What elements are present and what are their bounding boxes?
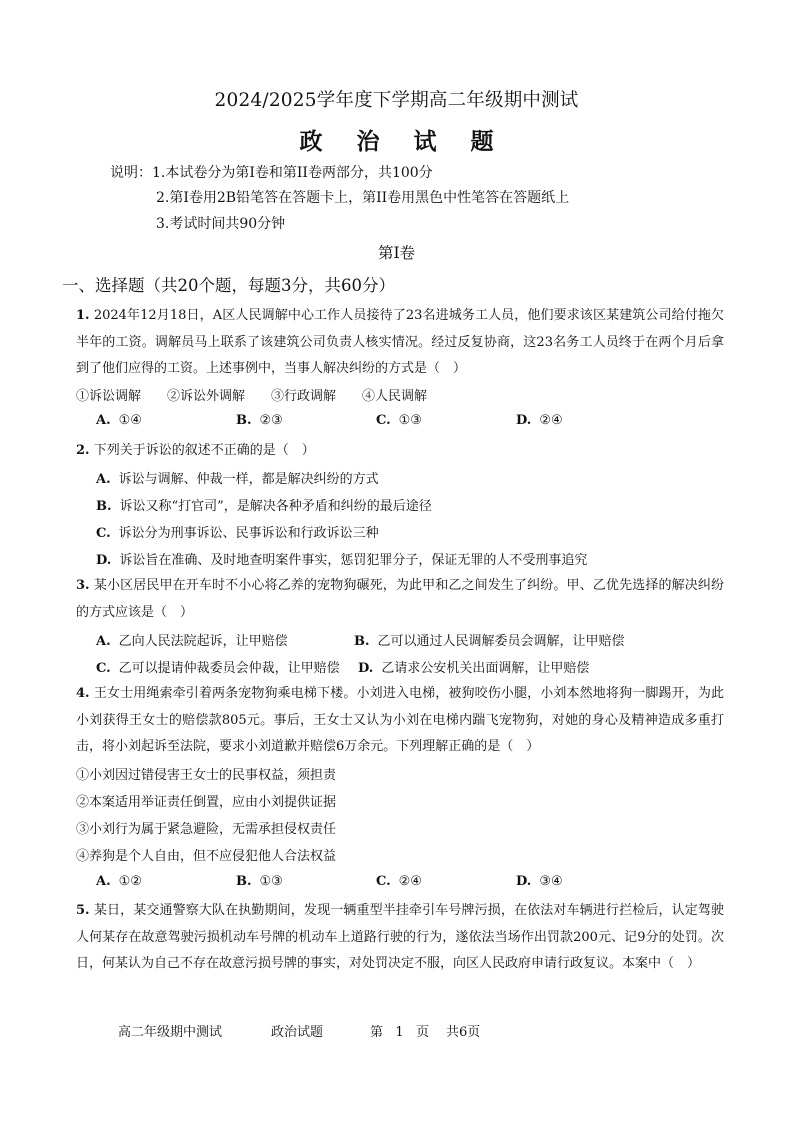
options-row (96, 413, 656, 428)
option-b[interactable]: B. 乙可以通过人民调解委员会调解，让甲赔偿 (354, 634, 625, 649)
note-item: 1.本试卷分为第Ⅰ卷和第II卷两部分，共100分 (152, 165, 433, 181)
option-a[interactable]: A. ①④ (96, 413, 142, 428)
footer-subject: 政治试题 (271, 1025, 324, 1040)
question-number: 3. (76, 578, 90, 593)
option-d[interactable]: D. 乙请求公安机关出面调解，让甲赔偿 (358, 661, 590, 676)
question-1 (76, 303, 724, 383)
question-4 (76, 681, 724, 761)
option-c[interactable]: C. ①③ (376, 413, 422, 428)
option-c[interactable]: C. 诉讼分为刑事诉讼、民事诉讼和行政诉讼三种 (96, 526, 379, 541)
option-b[interactable]: B. ①③ (236, 874, 283, 889)
option-c[interactable]: C. ②④ (376, 874, 422, 889)
note-item: 3.考试时间共90分钟 (156, 216, 286, 232)
subject-title: 政治试题 (299, 128, 528, 155)
question-stem: 某小区居民甲在开车时不小心将乙养的宠物狗碾死，为此甲和乙之间发生了纠纷。甲、乙优先选择的解决纠纷的方式应该是（ ） (76, 578, 724, 620)
volume-heading: 第Ⅰ卷 (377, 244, 416, 262)
option-d[interactable]: D. ③④ (516, 874, 563, 889)
question-item: ④养狗是个人自由，但不应侵犯他人合法权益 (76, 849, 337, 864)
question-2 (76, 438, 724, 465)
options-row (96, 874, 656, 889)
notes-label: 说明： (110, 165, 152, 181)
option-d[interactable]: D. 诉讼旨在准确、及时地查明案件事实，惩罚犯罪分子，保证无罪的人不受刑事追究 (96, 553, 588, 568)
note-item: 2.第Ⅰ卷用2B铅笔答在答题卡上，第II卷用黑色中性笔答在答题纸上 (156, 190, 570, 206)
footer-total: 共6页 (446, 1025, 481, 1040)
question-number: 5. (76, 903, 90, 918)
option-a[interactable]: A. 乙向人民法院起诉，让甲赔偿 (96, 634, 288, 649)
question-number: 4. (76, 686, 90, 701)
footer-grade: 高二年级期中测试 (118, 1025, 223, 1040)
question-number: 1. (76, 308, 90, 323)
option-d[interactable]: D. ②④ (516, 413, 563, 428)
question-item: ②本案适用举证责任倒置，应由小刘提供证据 (76, 795, 337, 810)
section-heading: 一、选择题（共20个题，每题3分，共60分） (62, 276, 395, 295)
question-items: ①诉讼调解 ②诉讼外调解 ③行政调解 ④人民调解 (76, 389, 428, 404)
question-stem: 下列关于诉讼的叙述不正确的是（ ） (93, 443, 315, 458)
option-a[interactable]: A. 诉讼与调解、仲裁一样，都是解决纠纷的方式 (96, 472, 379, 487)
page-title: 2024/2025学年度下学期高二年级期中测试 (214, 90, 579, 111)
question-stem: 王女士用绳索牵引着两条宠物狗乘电梯下楼。小刘进入电梯，被狗咬伤小腿，小刘本然地将狗一脚踢开，为此小刘获得王女士的赔偿款805元。事后，王女士又认为小刘在电梯内踹飞宠物狗，对她的身心及精神造成多重打击，将小刘起诉至法院，要求小刘道歉并赔偿6万余元。下列理解正确的是（ ） (76, 686, 724, 755)
footer-page: 第 1 页 (370, 1025, 430, 1040)
question-item: ①小刘因过错侵害王女士的民事权益，须担责 (76, 768, 337, 783)
option-b[interactable]: B. 诉讼又称“打官司”，是解决各种矛盾和纠纷的最后途径 (96, 499, 432, 514)
question-5 (76, 898, 724, 978)
question-number: 2. (76, 443, 90, 458)
question-stem: 某日，某交通警察大队在执勤期间，发现一辆重型半挂牵引车号牌污损，在依法对车辆进行拦检后，认定驾驶人何某存在故意驾驶污损机动车号牌的机动车上道路行驶的行为，遂依法当场作出罚款200元、记9分的处罚。次日，何某认为自己不存在故意污损号牌的事实，对处罚决定不服，向区人民政府申请行政复议。本案中（ ） (76, 903, 724, 972)
question-3 (76, 573, 724, 626)
option-a[interactable]: A. ①② (96, 874, 142, 889)
option-c[interactable]: C. 乙可以提请仲裁委员会仲裁，让甲赔偿 (96, 661, 340, 676)
page-number: 1 (395, 1025, 404, 1040)
option-b[interactable]: B. ②③ (236, 413, 283, 428)
question-item: ③小刘行为属于紧急避险，无需承担侵权责任 (76, 822, 337, 837)
question-stem: 2024年12月18日，A区人民调解中心工作人员接待了23名进城务工人员，他们要求该区某建筑公司给付拖欠半年的工资。调解员马上联系了该建筑公司负责人核实情况。经过反复协商，这23名务工人员终于在两个月后拿到了他们应得的工资。上述事例中，当事人解决纠纷的方式是（ ） (76, 308, 724, 377)
